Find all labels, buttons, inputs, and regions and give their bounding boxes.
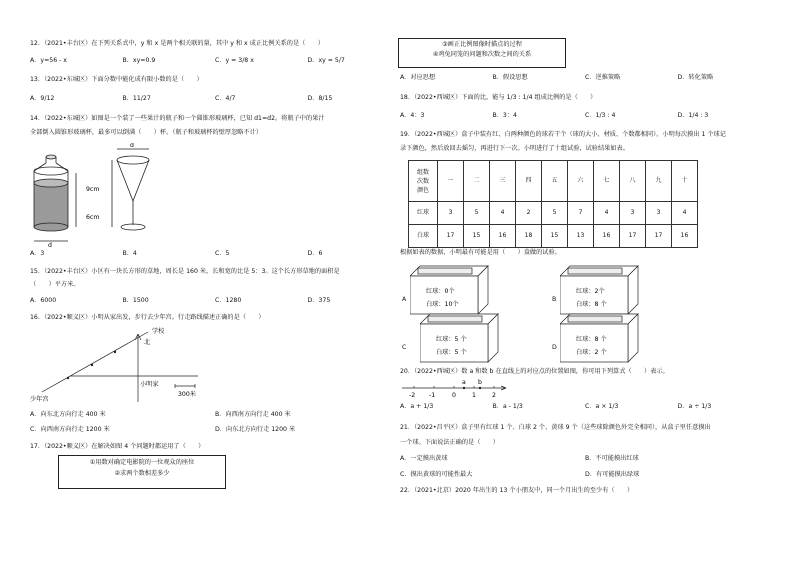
table-row-red xyxy=(409,202,698,225)
option-a[interactable]: A．3 xyxy=(30,250,45,257)
table-cell: 5 xyxy=(464,202,490,225)
question-19-line2: 录下颜色，然后放回去摇匀，再进行下一次。小明进行了十组试验，试验结果如表。 xyxy=(400,145,629,152)
table-cell: 2 xyxy=(516,202,542,225)
option-d[interactable]: D．有可能摸出绿球 xyxy=(585,471,640,478)
question-22: 22．（2021•北京）2020 年出生的 13 个小朋友中，同一个月出生的至少有（ ） xyxy=(400,487,634,494)
question-17: 17．（2022•顺义区）在解决如图 4 个问题时都运用了（ ） xyxy=(30,443,205,450)
ball-box-b-figure xyxy=(560,264,640,316)
question-21-line2: 一个球。下面说法正确的是（ ） xyxy=(400,439,499,446)
box-a-letter[interactable]: A xyxy=(402,296,407,303)
option-c[interactable]: C．5 xyxy=(215,250,230,257)
option-a[interactable]: A．4：3 xyxy=(400,112,425,119)
table-cell: 7 xyxy=(568,202,594,225)
option-a[interactable]: A．6000 xyxy=(30,297,57,304)
height-label-9cm: 9cm xyxy=(86,186,100,193)
option-a[interactable]: A．一定摸出黄球 xyxy=(400,455,448,462)
table-row-white xyxy=(409,225,698,248)
table-cell: 15 xyxy=(542,225,568,248)
option-b[interactable]: B．11/27 xyxy=(122,95,151,102)
bottle-and-cone-figure xyxy=(30,143,170,248)
box-c-red-count: 红球：5 个 xyxy=(436,336,467,343)
left-column xyxy=(30,0,405,561)
ball-box-c-figure xyxy=(420,312,500,364)
option-d[interactable]: D．xy = 5/7 xyxy=(307,57,345,64)
table-corner-cell xyxy=(409,161,438,202)
table-header: 八 xyxy=(620,161,646,202)
map-label-home: 小明家 xyxy=(140,381,159,388)
box-d-red-count: 红球：8 个 xyxy=(576,336,607,343)
map-label-school: 学校 xyxy=(152,328,165,335)
direction-map-figure xyxy=(30,324,220,404)
table-header: 四 xyxy=(516,161,542,202)
question-18-options xyxy=(400,112,770,120)
question-15-options xyxy=(30,297,400,305)
option-a[interactable]: A．a + 1/3 xyxy=(400,403,434,410)
table-cell: 17 xyxy=(646,225,672,248)
box-b-letter[interactable]: B xyxy=(552,296,557,303)
table-header-row xyxy=(409,161,698,202)
option-b[interactable]: B．a - 1/3 xyxy=(492,403,523,410)
question-19-line1: 19．（2022•西城区）盒子中装有红、白两种颜色的球若干个（球的大小、材质、个数都相同）。小明每次摸出 1 个球记 xyxy=(400,131,726,138)
option-a[interactable]: A．对应思想 xyxy=(400,74,436,81)
box-c-letter[interactable]: C xyxy=(402,344,407,351)
right-column xyxy=(400,0,775,561)
question-21-line1: 21．（2022•昌平区）盒子里有红球 1 个、白球 2 个、黄球 9 个（这些球除颜色外完全相同），从盒子里任意摸出 xyxy=(400,424,711,431)
table-cell: 13 xyxy=(568,225,594,248)
corner-label-times: 次数 xyxy=(416,177,429,185)
table-cell: 17 xyxy=(620,225,646,248)
table-cell: 17 xyxy=(438,225,464,248)
box-d-letter[interactable]: D xyxy=(552,344,557,351)
table-cell: 4 xyxy=(594,202,620,225)
question-15-line2: （ ）平方米。 xyxy=(30,281,80,288)
diameter-label-d1: d xyxy=(48,242,52,248)
question-14-line2: 全部倒入圆锥形玻璃杯，最多可以倒满（ ）杯。（瓶子和玻璃杯的壁厚忽略不计） xyxy=(30,129,263,136)
point-a-label: a xyxy=(462,379,466,386)
question-16-options-row1 xyxy=(30,411,400,419)
question-20: 20．（2022•西城区）数 a 和数 b 在直线上的对应点的位置如图，你可用下列算式（ ）表示。 xyxy=(400,368,669,375)
table-header: 九 xyxy=(646,161,672,202)
map-label-north: 北 xyxy=(144,339,151,346)
table-cell: 18 xyxy=(516,225,542,248)
table-cell: 3 xyxy=(438,202,464,225)
table-cell: 4 xyxy=(672,202,698,225)
question-16-options-row2 xyxy=(30,426,400,434)
option-c[interactable]: C．向西南方向行走 1200 米 xyxy=(30,426,110,433)
option-a[interactable]: A．9/12 xyxy=(30,95,55,102)
question-14-options xyxy=(30,250,400,258)
map-scale-label: 300米 xyxy=(178,391,196,398)
map-label-youth-center: 少年宫 xyxy=(30,396,49,403)
problem-item-4: ④鸡兔同笼的问题和次数之间的关系 xyxy=(432,51,532,59)
ball-box-a-figure xyxy=(410,264,490,316)
ball-box-d-figure xyxy=(560,312,640,364)
option-c[interactable]: C．1280 xyxy=(215,297,242,304)
tick-label: -2 xyxy=(409,392,416,399)
corner-label-color: 颜色 xyxy=(416,186,429,194)
height-label-6cm: 6cm xyxy=(86,214,100,221)
table-cell: 15 xyxy=(464,225,490,248)
problem-item-3: ③画正比例图像时描点的过程 xyxy=(442,41,522,48)
tick-label: -1 xyxy=(429,392,436,399)
option-b[interactable]: B．不可能摸出红球 xyxy=(585,455,639,462)
box-c-white-count: 白球：5 个 xyxy=(436,349,467,356)
diameter-label-d2: d xyxy=(130,143,134,149)
question-19-prompt: 根据如表的数据，小明最有可能是用（ ）盒做的试验。 xyxy=(400,249,561,256)
question-20-options xyxy=(400,403,770,411)
option-b[interactable]: B．3：4 xyxy=(492,112,517,119)
option-d[interactable]: D．375 xyxy=(307,297,331,304)
option-c[interactable]: C．y = 3/8 x xyxy=(215,57,254,64)
table-header: 五 xyxy=(542,161,568,202)
option-d[interactable]: D．8/15 xyxy=(307,95,333,102)
tick-label: 2 xyxy=(492,392,496,399)
box-a-red-count: 红球：0个 xyxy=(426,288,455,295)
question-17-problem-box xyxy=(58,455,226,489)
option-c[interactable]: C．逆推策略 xyxy=(585,74,621,81)
option-d[interactable]: D．转化策略 xyxy=(677,74,714,81)
box-a-white-count: 白球：10个 xyxy=(426,301,459,308)
problem-item-1: ①用数对确定电影院的一位观众的座位 xyxy=(89,459,195,466)
question-16: 16．（2022•顺义区）小明从家出发，步行去少年宫。行走路线描述正确的是（ ） xyxy=(30,314,265,321)
question-13: 13．（2022•东城区）下面分数中能化成有限小数的是（ ） xyxy=(30,76,203,83)
option-a[interactable]: A．y=56 - x xyxy=(30,57,67,64)
question-15-line1: 15．（2022•丰台区）小区有一块长方形的草地，周长是 160 米，长和宽的比是 5：3。这个长方形草地的面积是 xyxy=(30,268,340,275)
option-d[interactable]: D．a ÷ 1/3 xyxy=(677,403,712,410)
table-header: 十 xyxy=(672,161,698,202)
question-12: 12．（2021•丰台区）在下列关系式中，y 和 x 是两个相关联的量，其中 y 和 x 成正比例关系的是（ ） xyxy=(30,40,324,47)
question-17-options xyxy=(400,74,770,82)
question-21-options-row2 xyxy=(400,471,770,479)
box-b-red-count: 红球：2个 xyxy=(576,288,605,295)
table-header: 七 xyxy=(594,161,620,202)
point-b-label: b xyxy=(478,379,482,386)
table-header: 二 xyxy=(464,161,490,202)
option-c[interactable]: C．4/7 xyxy=(215,95,236,102)
table-cell: 5 xyxy=(542,202,568,225)
row-label: 红球 xyxy=(409,202,438,225)
table-cell: 16 xyxy=(594,225,620,248)
option-d[interactable]: D．向东北方向行走 1200 米 xyxy=(215,426,296,433)
question-14-line1: 14．（2022•东城区）如图是一个装了一些果汁的瓶子和一个圆锥形玻璃杯，已知 d1=d2。将瓶子中的果汁 xyxy=(30,115,325,122)
problem-item-2: ②求两个数相差多少 xyxy=(114,470,170,478)
tick-label: 1 xyxy=(472,392,476,399)
question-17-problem-box-continued xyxy=(398,38,566,68)
table-cell: 16 xyxy=(490,225,516,248)
option-a[interactable]: A．向东北方向行走 400 米 xyxy=(30,411,106,418)
box-b-white-count: 白球：8 个 xyxy=(576,301,607,308)
option-c[interactable]: C．a × 1/3 xyxy=(585,403,619,410)
table-cell: 3 xyxy=(646,202,672,225)
option-c[interactable]: C．摸出黄球的可能性最大 xyxy=(400,471,473,478)
table-cell: 4 xyxy=(490,202,516,225)
question-21-options-row1 xyxy=(400,455,770,463)
experiment-table xyxy=(408,160,698,248)
table-cell: 3 xyxy=(620,202,646,225)
option-c[interactable]: C．1/3 : 4 xyxy=(585,112,616,119)
tick-label: 0 xyxy=(452,392,456,399)
option-b[interactable]: B．xy=0.9 xyxy=(122,57,156,64)
row-label: 白球 xyxy=(409,225,438,248)
option-b[interactable]: B．假设思想 xyxy=(492,74,528,81)
question-12-options xyxy=(30,57,400,65)
table-header: 三 xyxy=(490,161,516,202)
corner-label-groups: 组数 xyxy=(416,168,429,176)
table-cell: 16 xyxy=(672,225,698,248)
option-b[interactable]: B．4 xyxy=(122,250,137,257)
option-d[interactable]: D．6 xyxy=(307,250,323,257)
question-18: 18．（2022•西城区）下面的比，能与 1/3 : 1/4 组成比例的是（ ） xyxy=(400,94,597,101)
option-d[interactable]: D．1/4 : 3 xyxy=(677,112,709,119)
box-d-white-count: 白球：2 个 xyxy=(576,349,607,356)
option-b[interactable]: B．向西南方向行走 400 米 xyxy=(215,411,291,418)
question-13-options xyxy=(30,95,400,103)
option-b[interactable]: B．1500 xyxy=(122,297,149,304)
table-header: 一 xyxy=(438,161,464,202)
number-line-figure xyxy=(400,378,510,400)
table-header: 六 xyxy=(568,161,594,202)
